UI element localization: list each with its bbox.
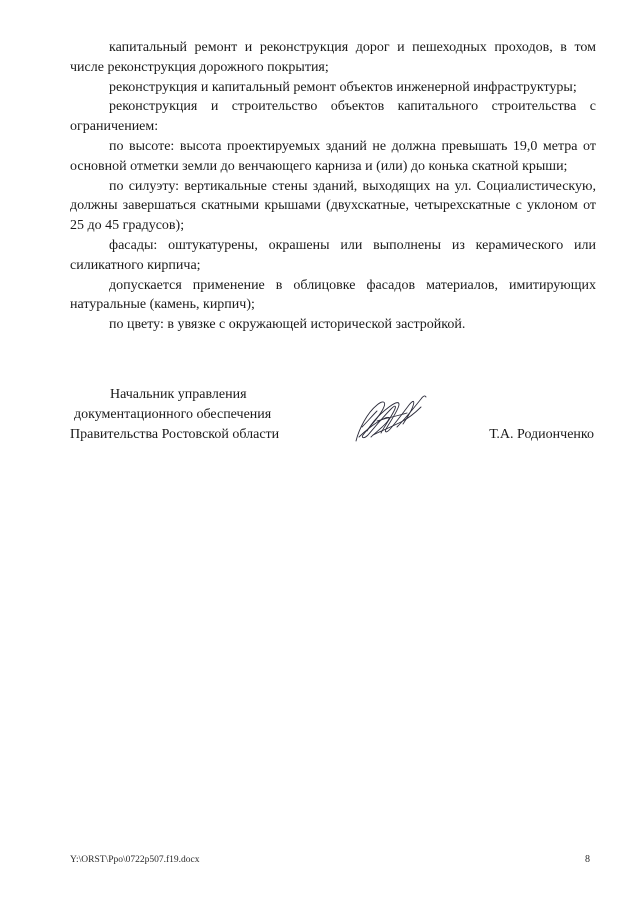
- paragraph-color: по цвету: в увязке с окружающей исторической застройкой.: [109, 317, 466, 333]
- document-body: [70, 38, 596, 335]
- paragraph-height-limit: по высоте: высота проектируемых зданий не должна превышать 19,0 метра от основной отметки земли до венчающего карниза и (или) до конька скатной крыши;: [70, 138, 596, 174]
- signatory-title-line: документационного обеспечения: [74, 406, 272, 422]
- signatory-name: Т.А. Родионченко: [489, 426, 594, 442]
- paragraph-cladding: допускается применение в облицовке фасадов материалов, имитирующих натуральные (камень, кирпич);: [70, 277, 596, 313]
- page-number: 8: [585, 854, 590, 865]
- paragraph-facades: фасады: оштукатурены, окрашены или выполнены из керамического или силикатного кирпича;: [70, 237, 596, 273]
- signatory-title-line: Правительства Ростовской области: [70, 426, 280, 442]
- signatory-title: [70, 385, 310, 444]
- signatory-title-line: Начальник управления: [110, 387, 247, 402]
- footer-file-path: Y:\ORST\Ppo\0722p507.f19.docx: [70, 855, 200, 865]
- paragraph-road-repair: капитальный ремонт и реконструкция дорог и пешеходных проходов, в том числе реконструкция дорожного покрытия;: [70, 40, 596, 75]
- handwritten-signature: [353, 391, 431, 447]
- paragraph-infrastructure: реконструкция и капитальный ремонт объектов инженерной инфраструктуры;: [109, 79, 577, 95]
- paragraph-construction-restriction: реконструкция и строительство объектов капитального строительства с ограничением:: [70, 99, 596, 135]
- signature-block: [70, 385, 596, 455]
- paragraph-silhouette: по силуэту: вертикальные стены зданий, выходящих на ул. Социалистическую, должны завершаться скатными крышами (двухскатные, четырехскатные с уклоном от 25 до 45 градусов);: [70, 178, 596, 234]
